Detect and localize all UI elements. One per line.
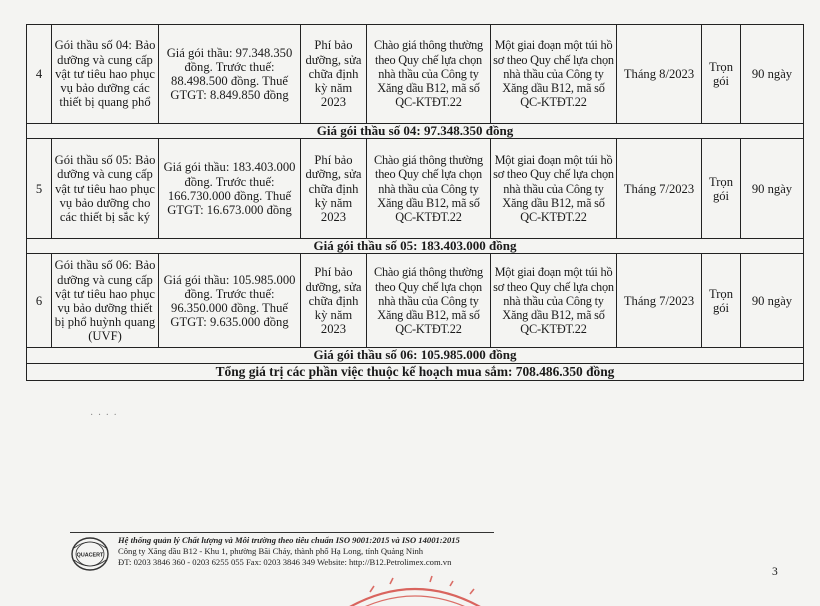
package-summary-row (27, 124, 804, 139)
total-row (27, 363, 804, 380)
footer-iso-line: Hệ thống quản lý Chất lượng và Môi trường theo tiêu chuẩn ISO 9001:2015 và ISO 14001:2015 (118, 535, 460, 545)
divider-dots: · · · · (90, 410, 118, 421)
package-price: Giá gói thầu: 105.985.000 đồng. Trước thuế: 96.350.000 đồng. Thuế GTGT: 9.635.000 đồng (159, 254, 301, 348)
contract-type: Trọn gói (702, 254, 741, 348)
selection-method: Chào giá thông thường theo Quy chế lựa chọn nhà thầu của Công ty Xăng dầu B12, mã số QC-KTĐT.22 (367, 139, 491, 239)
package-summary: Giá gói thầu số 04: 97.348.350 đồng (27, 124, 804, 139)
contract-type: Trọn gói (702, 25, 741, 124)
row-number: 6 (27, 254, 52, 348)
package-name: Gói thầu số 05: Bảo dưỡng và cung cấp vật tư tiêu hao phục vụ bảo dưỡng cho các thiết bị sắc ký (52, 139, 159, 239)
package-price: Giá gói thầu: 183.403.000 đồng. Trước thuế: 166.730.000 đồng. Thuế GTGT: 16.673.000 đồng (159, 139, 301, 239)
row-number: 4 (27, 25, 52, 124)
footer-divider (70, 532, 494, 533)
package-summary: Giá gói thầu số 05: 183.403.000 đồng (27, 239, 804, 254)
bid-package-table (26, 24, 804, 381)
start-time: Tháng 7/2023 (617, 139, 702, 239)
certification-logo-icon (70, 536, 110, 572)
table-row (27, 25, 804, 124)
package-summary-row (27, 348, 804, 363)
funding-source: Phí bảo dưỡng, sửa chữa định kỳ năm 2023 (301, 254, 367, 348)
footer-contact: ĐT: 0203 3846 360 - 0203 6255 055 Fax: 0203 3846 349 Website: http://B12.Petrolimex.com.vn (118, 557, 452, 567)
contract-duration: 90 ngày (741, 139, 804, 239)
contract-duration: 90 ngày (741, 254, 804, 348)
selection-procedure: Một giai đoạn một túi hồ sơ theo Quy chế lựa chọn nhà thầu của Công ty Xăng dầu B12, mã số QC-KTĐT.22 (491, 139, 617, 239)
package-price: Giá gói thầu: 97.348.350 đồng. Trước thuế: 88.498.500 đồng. Thuế GTGT: 8.849.850 đồng (159, 25, 301, 124)
page-footer (118, 535, 460, 568)
logo-text: QUACERT (76, 552, 104, 559)
package-name: Gói thầu số 06: Bảo dưỡng và cung cấp vật tư tiêu hao phục vụ bảo dưỡng thiết bị phổ huỳnh quang (UVF) (52, 254, 159, 348)
selection-method: Chào giá thông thường theo Quy chế lựa chọn nhà thầu của Công ty Xăng dầu B12, mã số QC-KTĐT.22 (367, 25, 491, 124)
table-row (27, 139, 804, 239)
page-number: 3 (772, 566, 778, 578)
red-seal-stamp-icon (330, 574, 500, 606)
selection-procedure: Một giai đoạn một túi hồ sơ theo Quy chế lựa chọn nhà thầu của Công ty Xăng dầu B12, mã số QC-KTĐT.22 (491, 25, 617, 124)
start-time: Tháng 7/2023 (617, 254, 702, 348)
row-number: 5 (27, 139, 52, 239)
grand-total: Tổng giá trị các phần việc thuộc kế hoạch mua sắm: 708.486.350 đồng (27, 363, 804, 380)
funding-source: Phí bảo dưỡng, sửa chữa định kỳ năm 2023 (301, 139, 367, 239)
footer-address: Công ty Xăng dầu B12 - Khu 1, phường Bãi Cháy, thành phố Hạ Long, tỉnh Quảng Ninh (118, 546, 424, 556)
contract-duration: 90 ngày (741, 25, 804, 124)
funding-source: Phí bảo dưỡng, sửa chữa định kỳ năm 2023 (301, 25, 367, 124)
selection-method: Chào giá thông thường theo Quy chế lựa chọn nhà thầu của Công ty Xăng dầu B12, mã số QC-KTĐT.22 (367, 254, 491, 348)
contract-type: Trọn gói (702, 139, 741, 239)
package-name: Gói thầu số 04: Bảo dưỡng và cung cấp vật tư tiêu hao phục vụ bảo dưỡng các thiết bị quang phổ (52, 25, 159, 124)
selection-procedure: Một giai đoạn một túi hồ sơ theo Quy chế lựa chọn nhà thầu của Công ty Xăng dầu B12, mã số QC-KTĐT.22 (491, 254, 617, 348)
package-summary-row (27, 239, 804, 254)
table-row (27, 254, 804, 348)
start-time: Tháng 8/2023 (617, 25, 702, 124)
package-summary: Giá gói thầu số 06: 105.985.000 đồng (27, 348, 804, 363)
